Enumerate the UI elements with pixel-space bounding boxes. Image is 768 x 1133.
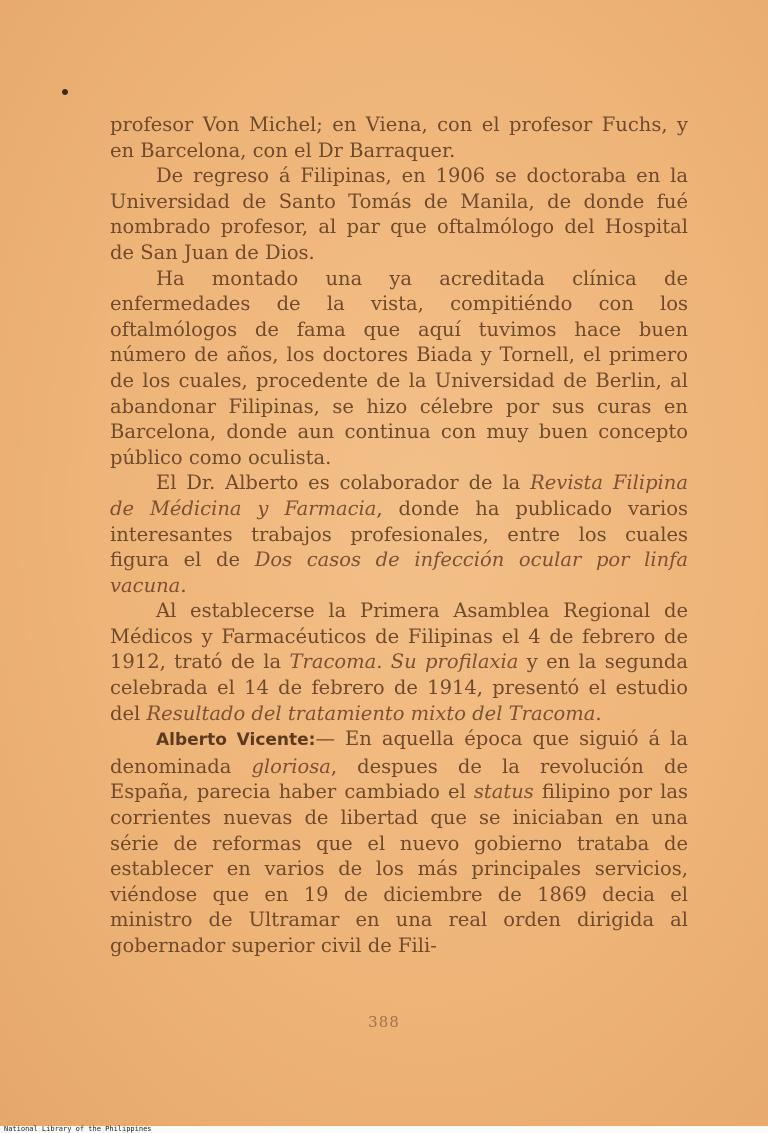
- entry-heading: Alberto Vicente:: [156, 730, 316, 751]
- page-number: 388: [368, 1013, 400, 1031]
- text-run: y en la segunda celebrada el 14 de febrero de 1914, presentó el estudio del: [110, 650, 688, 725]
- body-text: [110, 112, 688, 959]
- paragraph: [110, 112, 688, 163]
- italic-title: gloriosa: [251, 754, 331, 778]
- text-run: Ha montado una ya acreditada clínica de enfermedades de la vista, compitiéndo con los oftalmólogos de fama que aquí tuvimos hace buen número de años, los doctores Biada y Tornell, el primero de los cuales, procedente de la Universidad de Berlin, al abandonar Filipinas, se hizo célebre por sus curas en Barcelona, donde aun continua con muy buen concepto público como oculista.: [110, 266, 688, 469]
- text-run: , despues de la revolución de España, parecia haber cambiado el: [110, 754, 688, 804]
- paragraph: [110, 266, 688, 471]
- paragraph: [110, 598, 688, 726]
- italic-title: Revista Filipina de Médicina y Farmacia: [110, 471, 688, 520]
- italic-title: Dos casos de infección ocular por linfa vacuna: [110, 548, 689, 597]
- text-run: De regreso á Filipinas, en 1906 se doctoraba en la Universidad de Santo Tomás de Manila, de donde fué nombrado profesor, al par que oftalmólogo del Hospital de San Juan de Dios.: [110, 164, 688, 264]
- ink-speck: [62, 89, 68, 95]
- text-run: , donde ha publicado varios interesantes trabajos profesionales, entre los cuales figura el de: [110, 496, 688, 572]
- text-run: — En aquella época que siguió á la denominada: [110, 727, 688, 778]
- text-run: profesor Von Michel; en Viena, con el profesor Fuchs, y en Barcelona, con el Dr Barraquer.: [110, 113, 688, 162]
- library-credit: National Library of the Philippines: [4, 1125, 152, 1133]
- paragraph: [110, 163, 688, 265]
- paragraph: [110, 470, 688, 598]
- text-run: El Dr. Alberto es colaborador de la: [156, 471, 531, 495]
- italic-title: status: [473, 780, 534, 804]
- text-run: .: [595, 701, 602, 725]
- paragraph: [110, 726, 688, 958]
- text-run: filipino por las corrientes nuevas de libertad que se iniciaban en una série de reformas que el nuevo gobierno trataba de establecer en varios de los más principales servicios, viéndose que en 19 de diciembre de 1869 decia el ministro de Ultramar en una real orden dirigida al gobernador superior civil de Fili-: [110, 780, 688, 957]
- text-run: .: [180, 573, 187, 597]
- italic-title: Tracoma. Su profilaxia: [289, 650, 519, 674]
- text-run: Al establecerse la Primera Asamblea Regional de Médicos y Farmacéuticos de Filipinas el 4 de febrero de 1912, trató de la: [110, 599, 688, 674]
- italic-title: Resultado del tratamiento mixto del Tracoma: [146, 701, 596, 725]
